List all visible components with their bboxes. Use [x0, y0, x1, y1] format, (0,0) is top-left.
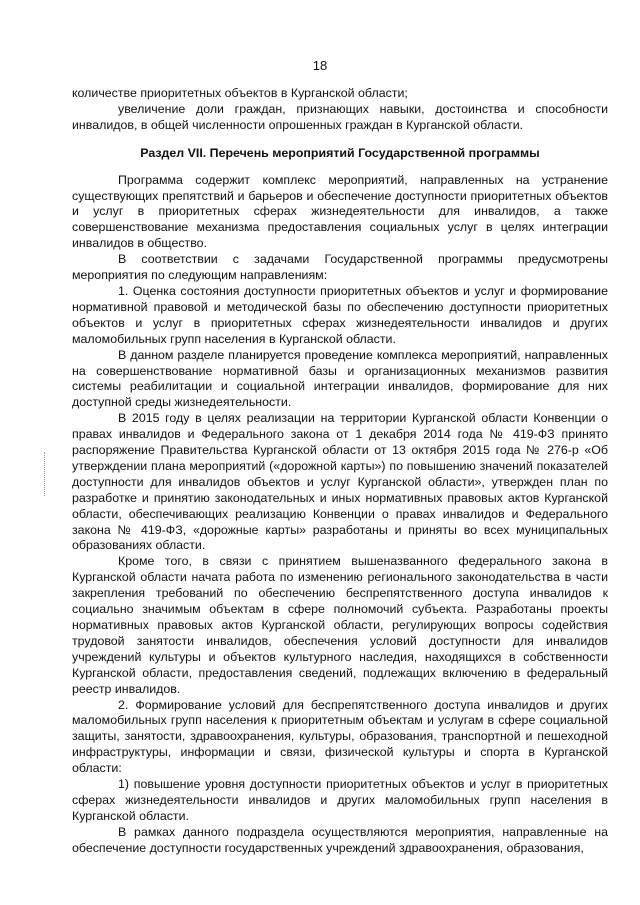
paragraph: Кроме того, в связи с принятием вышеназванного федерального закона в Курганской области начата работа по изменению регионального законодательства в части закрепления требований по обеспечению беспрепятственного доступа инвалидов к социально значимым объектам в сфере полномочий субъекта. Разработаны проекты нормативных правовых актов Курганской области, регулирующих вопросы содействия трудовой занятости инвалидов, обеспечения условий доступности для инвалидов учреждений культуры и объектов культурного наследия, находящихся в собственности Курганской области, предоставления сведений, подлежащих включению в федеральный реестр инвалидов. [72, 554, 608, 696]
paragraph: увеличение доли граждан, признающих навыки, достоинства и способности инвалидов, в общей численности опрошенных граждан в Курганской области. [72, 101, 608, 132]
page-number: 18 [312, 58, 328, 73]
margin-mark [44, 452, 47, 496]
paragraph: В 2015 году в целях реализации на территории Курганской области Конвенции о правах инвалидов и Федерального закона от 1 декабря 2014 года № 419-ФЗ принято распоряжение Правительства Курганской области от 13 октября 2015 года № 276-р «Об утверждении плана мероприятий («дорожной карты») по повышению значений показателей доступности для инвалидов объектов и услуг Курганской области», утвержден план по разработке и принятию законодательных и иных нормативных правовых актов Курганской области, обеспечивающих реализацию Конвенции о правах инвалидов и Федерального закона № 419-ФЗ, «дорожные карты» разработаны и приняты во всех муниципальных образованиях области. [72, 411, 608, 553]
paragraph: 1) повышение уровня доступности приоритетных объектов и услуг в приоритетных сферах жизнедеятельности инвалидов и других маломобильных групп населения в Курганской области. [72, 777, 608, 823]
paragraph: Программа содержит комплекс мероприятий, направленных на устранение существующих препятствий и барьеров и обеспечение доступности приоритетных объектов и услуг в приоритетных сферах жизнедеятельности для инвалидов, а также совершенствование механизма предоставления социальных услуг в целях интеграции инвалидов в общество. [72, 172, 608, 251]
paragraph: В данном разделе планируется проведение комплекса мероприятий, направленных на совершенствование нормативной базы и организационных механизмов развития системы реабилитации и социальной интеграции инвалидов, формирование для них доступной среды жизнедеятельности. [72, 347, 608, 410]
section-heading: Раздел VII. Перечень мероприятий Государственной программы [140, 145, 540, 160]
paragraph: 2. Формирование условий для беспрепятственного доступа инвалидов и других маломобильных групп населения к приоритетным объектам и услугам в сфере социальной защиты, занятости, здравоохранения, культуры, образования, транспортной и пешеходной инфраструктуры, информации и связи, физической культуры и спорта в Курганской области: [72, 697, 608, 776]
paragraph: количестве приоритетных объектов в Курганской области; [72, 86, 408, 100]
paragraph: В рамках данного подраздела осуществляются мероприятия, направленные на обеспечение доступности государственных учреждений здравоохранения, образования, [72, 824, 608, 855]
paragraph: 1. Оценка состояния доступности приоритетных объектов и услуг и формирование нормативной правовой и методической базы по обеспечению доступности приоритетных объектов и услуг в приоритетных сферах жизнедеятельности инвалидов и других маломобильных групп населения в Курганской области. [72, 283, 608, 346]
paragraph: В соответствии с задачами Государственной программы предусмотрены мероприятия по следующим направлениям: [72, 252, 608, 283]
document-body [72, 86, 608, 857]
